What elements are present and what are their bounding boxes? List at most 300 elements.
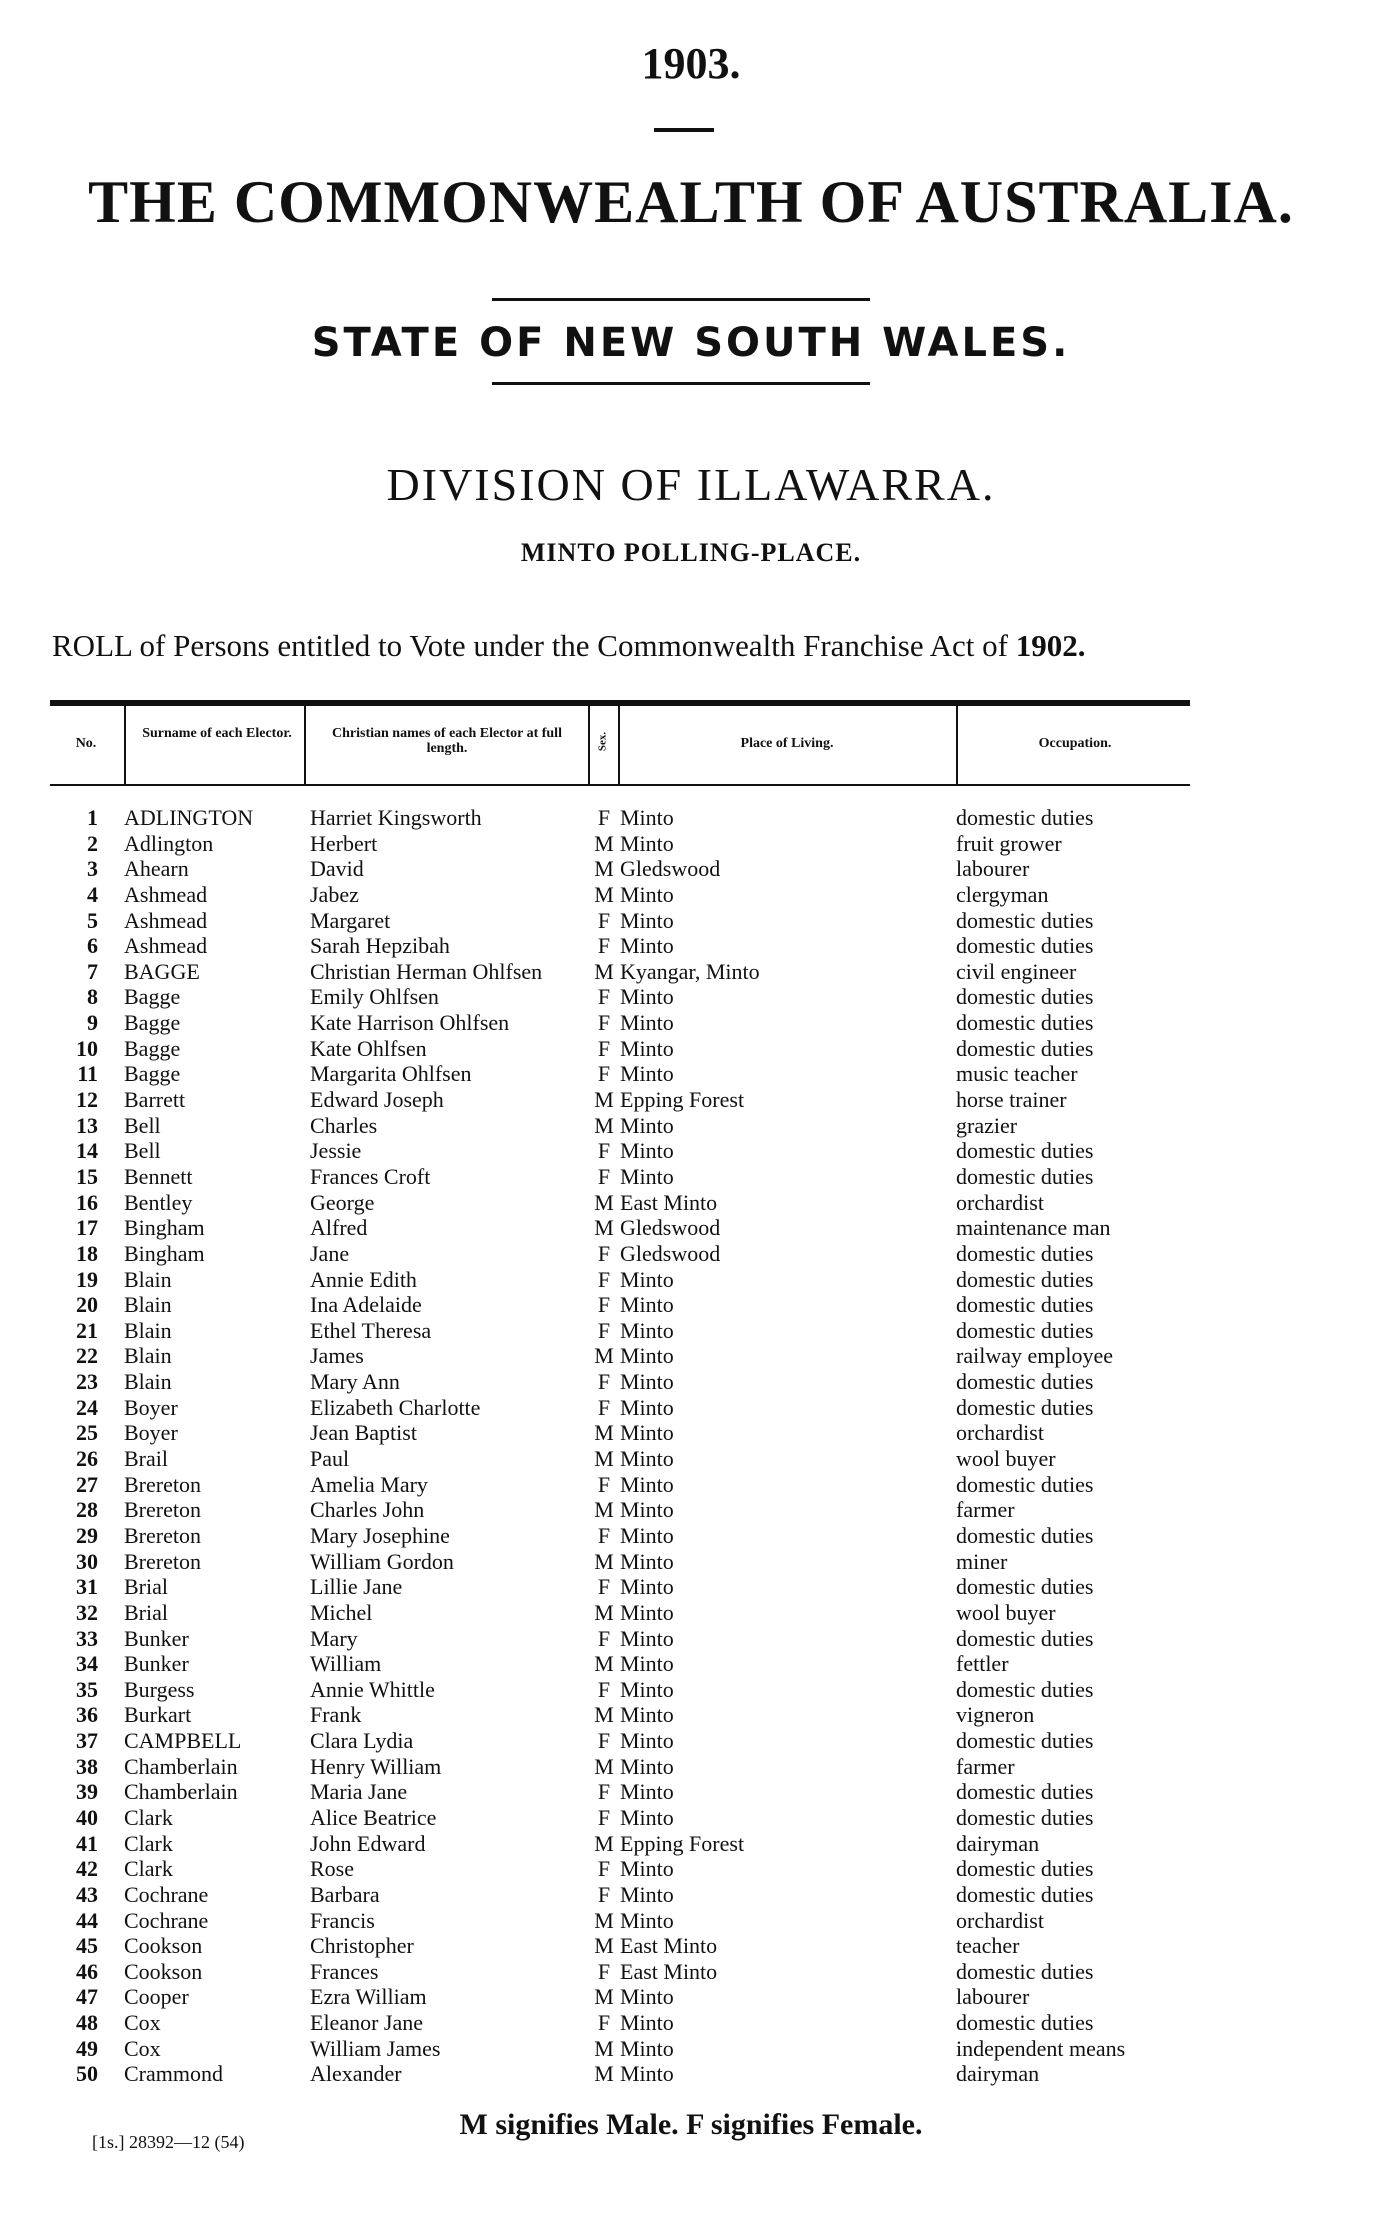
elector-occupation: domestic duties <box>956 1804 1094 1830</box>
elector-occupation: clergyman <box>956 881 1049 907</box>
elector-christian-names: Harriet Kingsworth <box>310 805 482 830</box>
elector-christian-names: Edward Joseph <box>310 1087 444 1113</box>
elector-sex: F <box>597 1522 611 1548</box>
elector-sex: M <box>594 1830 614 1856</box>
elector-surname: Cooper <box>124 1984 189 2010</box>
elector-number: 44 <box>76 1907 98 1933</box>
elector-surname: Ashmead <box>124 933 208 959</box>
elector-number: 21 <box>76 1317 98 1343</box>
elector-christian-names: Jabez <box>310 881 359 907</box>
elector-christian-names: Christopher <box>310 1933 414 1959</box>
elector-christian-names: Barbara <box>310 1881 380 1907</box>
elector-occupation: dairyman <box>956 2061 1040 2087</box>
elector-sex: M <box>594 1702 614 1728</box>
table-row <box>0 882 1382 908</box>
elector-sex: M <box>594 1189 614 1215</box>
elector-occupation: domestic duties <box>956 933 1094 959</box>
elector-place-of-living: Gledswood <box>620 1240 721 1266</box>
elector-surname: Brail <box>124 1446 168 1472</box>
elector-christian-names: Alfred <box>310 1215 368 1241</box>
elector-number: 41 <box>76 1830 98 1856</box>
elector-occupation: domestic duties <box>956 2010 1094 2036</box>
elector-surname: Blain <box>124 1292 172 1318</box>
elector-occupation: domestic duties <box>956 1394 1094 1420</box>
elector-number: 23 <box>76 1369 98 1395</box>
elector-number: 35 <box>76 1676 98 1702</box>
elector-place-of-living: Minto <box>620 1010 674 1036</box>
elector-place-of-living: Minto <box>620 1856 674 1882</box>
elector-sex: M <box>594 881 614 907</box>
elector-place-of-living: Minto <box>620 1728 674 1754</box>
elector-place-of-living: Minto <box>620 1984 674 2010</box>
table-row <box>0 1497 1382 1523</box>
elector-christian-names: William <box>310 1651 382 1677</box>
elector-number: 4 <box>87 881 98 907</box>
elector-christian-names: Mary Josephine <box>310 1522 450 1548</box>
elector-occupation: domestic duties <box>956 1574 1094 1600</box>
elector-number: 10 <box>76 1035 98 1061</box>
elector-surname: Blain <box>124 1266 172 1292</box>
elector-number: 9 <box>87 1010 98 1036</box>
elector-surname: Cookson <box>124 1958 203 1984</box>
division-heading: DIVISION OF ILLAWARRA. <box>386 459 996 510</box>
table-row <box>0 1061 1382 1087</box>
elector-sex: M <box>594 1753 614 1779</box>
table-row <box>0 1908 1382 1934</box>
elector-surname: Bingham <box>124 1215 205 1241</box>
table-row <box>0 1677 1382 1703</box>
elector-christian-names: Ina Adelaide <box>310 1292 422 1318</box>
table-row <box>0 984 1382 1010</box>
elector-occupation: railway employee <box>956 1343 1113 1369</box>
elector-sex: M <box>594 1651 614 1677</box>
elector-sex: F <box>597 1240 611 1266</box>
elector-surname: Ashmead <box>124 907 208 933</box>
polling-place-heading: MINTO POLLING-PLACE. <box>520 538 862 567</box>
elector-christian-names: Charles <box>310 1112 378 1138</box>
elector-place-of-living: Minto <box>620 1266 674 1292</box>
elector-surname: Cochrane <box>124 1907 209 1933</box>
elector-occupation: domestic duties <box>956 907 1094 933</box>
elector-occupation: domestic duties <box>956 1035 1094 1061</box>
table-header <box>50 700 1190 786</box>
elector-christian-names: Alexander <box>310 2061 402 2087</box>
state-heading: STATE OF NEW SOUTH WALES. <box>311 320 1071 366</box>
elector-number: 50 <box>76 2061 98 2087</box>
elector-surname: Cochrane <box>124 1881 209 1907</box>
elector-place-of-living: Minto <box>620 805 674 830</box>
elector-occupation: domestic duties <box>956 984 1094 1010</box>
table-row <box>0 1959 1382 1985</box>
elector-surname: Ashmead <box>124 881 208 907</box>
elector-number: 25 <box>76 1420 98 1446</box>
elector-place-of-living: Minto <box>620 1292 674 1318</box>
elector-christian-names: Frank <box>310 1702 362 1728</box>
elector-place-of-living: Minto <box>620 1420 674 1446</box>
elector-place-of-living: East Minto <box>620 1933 718 1959</box>
table-row <box>0 1292 1382 1318</box>
table-row <box>0 1805 1382 1831</box>
elector-place-of-living: Minto <box>620 1599 674 1625</box>
elector-christian-names: Jessie <box>310 1138 362 1164</box>
elector-surname: Brereton <box>124 1471 201 1497</box>
roll-prefix: ROLL <box>52 628 132 663</box>
elector-number: 14 <box>76 1138 98 1164</box>
elector-place-of-living: Minto <box>620 1497 674 1523</box>
elector-occupation: farmer <box>956 1753 1015 1779</box>
elector-number: 5 <box>87 907 98 933</box>
elector-christian-names: Lillie Jane <box>310 1574 403 1600</box>
elector-place-of-living: Epping Forest <box>620 1830 745 1856</box>
elector-sex: F <box>597 1035 611 1061</box>
elector-sex: F <box>597 1881 611 1907</box>
elector-place-of-living: Minto <box>620 1753 674 1779</box>
elector-surname: Cox <box>124 2035 161 2061</box>
table-row <box>0 2061 1382 2087</box>
table-row <box>0 1754 1382 1780</box>
elector-christian-names: William Gordon <box>310 1548 454 1574</box>
elector-occupation: independent means <box>956 2035 1126 2061</box>
table-row <box>0 856 1382 882</box>
elector-number: 32 <box>76 1599 98 1625</box>
elector-sex: F <box>597 1369 611 1395</box>
col-no-header: No. <box>75 736 97 751</box>
elector-number: 31 <box>76 1574 98 1600</box>
elector-surname: Bell <box>124 1112 161 1138</box>
table-row <box>0 1395 1382 1421</box>
elector-place-of-living: Minto <box>620 1804 674 1830</box>
elector-occupation: domestic duties <box>956 1292 1094 1318</box>
elector-sex: F <box>597 1471 611 1497</box>
elector-christian-names: Charles John <box>310 1497 425 1523</box>
table-row <box>0 1267 1382 1293</box>
elector-place-of-living: Minto <box>620 1548 674 1574</box>
elector-sex: F <box>597 1856 611 1882</box>
elector-occupation: wool buyer <box>956 1446 1056 1472</box>
elector-christian-names: Jane <box>310 1240 350 1266</box>
elector-number: 28 <box>76 1497 98 1523</box>
elector-sex: M <box>594 1215 614 1241</box>
elector-occupation: miner <box>956 1548 1008 1574</box>
table-row <box>0 1446 1382 1472</box>
elector-place-of-living: Minto <box>620 1112 674 1138</box>
elector-christian-names: Elizabeth Charlotte <box>310 1394 481 1420</box>
elector-sex: M <box>594 1087 614 1113</box>
elector-number: 30 <box>76 1548 98 1574</box>
elector-place-of-living: Gledswood <box>620 1215 721 1241</box>
elector-christian-names: James <box>310 1343 364 1369</box>
elector-surname: Brereton <box>124 1548 201 1574</box>
table-row <box>0 1420 1382 1446</box>
elector-surname: Burgess <box>124 1676 195 1702</box>
elector-sex: F <box>597 2010 611 2036</box>
elector-sex: F <box>597 933 611 959</box>
table-row <box>0 1831 1382 1857</box>
col-occupation-header: Occupation. <box>1038 736 1112 751</box>
elector-surname: Chamberlain <box>124 1779 238 1805</box>
elector-christian-names: Emily Ohlfsen <box>310 984 439 1010</box>
table-row <box>0 1241 1382 1267</box>
table-row <box>0 2036 1382 2062</box>
elector-sex: F <box>597 1394 611 1420</box>
col-sex-header: Sex. <box>596 731 609 752</box>
table-row <box>0 1523 1382 1549</box>
elector-surname: CAMPBELL <box>124 1728 242 1754</box>
elector-christian-names: Mary Ann <box>310 1369 400 1395</box>
elector-place-of-living: Minto <box>620 907 674 933</box>
elector-sex: F <box>597 1138 611 1164</box>
elector-sex: M <box>594 1112 614 1138</box>
table-row <box>0 1215 1382 1241</box>
table-row <box>0 1036 1382 1062</box>
column-divider <box>618 706 620 784</box>
column-divider <box>588 706 590 784</box>
elector-number: 45 <box>76 1933 98 1959</box>
elector-surname: Cookson <box>124 1933 203 1959</box>
elector-place-of-living: Minto <box>620 1317 674 1343</box>
table-row <box>0 1626 1382 1652</box>
elector-number: 24 <box>76 1394 98 1420</box>
elector-number: 39 <box>76 1779 98 1805</box>
elector-place-of-living: Minto <box>620 1369 674 1395</box>
elector-surname: Burkart <box>124 1702 192 1728</box>
elector-number: 48 <box>76 2010 98 2036</box>
elector-number: 13 <box>76 1112 98 1138</box>
elector-place-of-living: Minto <box>620 1651 674 1677</box>
table-row <box>0 933 1382 959</box>
elector-occupation: domestic duties <box>956 1240 1094 1266</box>
table-row <box>0 1933 1382 1959</box>
elector-surname: Bagge <box>124 984 181 1010</box>
elector-sex: M <box>594 1599 614 1625</box>
elector-number: 43 <box>76 1881 98 1907</box>
table-row <box>0 1190 1382 1216</box>
year-heading: 1903. <box>641 39 741 88</box>
elector-sex: M <box>594 2035 614 2061</box>
elector-christian-names: Alice Beatrice <box>310 1804 437 1830</box>
divider-rule <box>654 128 714 132</box>
elector-sex: F <box>597 1676 611 1702</box>
elector-number: 22 <box>76 1343 98 1369</box>
table-row <box>0 1882 1382 1908</box>
elector-sex: M <box>594 2061 614 2087</box>
elector-number: 36 <box>76 1702 98 1728</box>
elector-occupation: domestic duties <box>956 1369 1094 1395</box>
elector-place-of-living: Minto <box>620 984 674 1010</box>
elector-christian-names: Jean Baptist <box>310 1420 417 1446</box>
elector-occupation: labourer <box>956 1984 1030 2010</box>
elector-sex: M <box>594 1446 614 1472</box>
table-row <box>0 1010 1382 1036</box>
elector-occupation: music teacher <box>956 1061 1078 1087</box>
elector-number: 17 <box>76 1215 98 1241</box>
col-surname-header: Surname of each Elector. <box>142 726 292 741</box>
elector-sex: F <box>597 1292 611 1318</box>
elector-christian-names: Annie Edith <box>310 1266 417 1292</box>
table-row <box>0 1113 1382 1139</box>
elector-number: 6 <box>87 933 98 959</box>
elector-sex: M <box>594 1933 614 1959</box>
table-row <box>0 1164 1382 1190</box>
elector-number: 47 <box>76 1984 98 2010</box>
divider-rule <box>492 298 870 301</box>
elector-place-of-living: Minto <box>620 1907 674 1933</box>
elector-surname: Bagge <box>124 1061 181 1087</box>
elector-list <box>0 805 1382 2087</box>
elector-place-of-living: East Minto <box>620 1958 718 1984</box>
elector-occupation: labourer <box>956 856 1030 882</box>
elector-occupation: domestic duties <box>956 1138 1094 1164</box>
elector-place-of-living: Minto <box>620 1522 674 1548</box>
elector-number: 11 <box>77 1061 98 1087</box>
elector-place-of-living: Kyangar, Minto <box>620 958 760 984</box>
table-row <box>0 2010 1382 2036</box>
elector-place-of-living: Minto <box>620 830 674 856</box>
elector-number: 46 <box>76 1958 98 1984</box>
divider-rule <box>492 382 870 385</box>
elector-place-of-living: Minto <box>620 1881 674 1907</box>
elector-place-of-living: Minto <box>620 1676 674 1702</box>
elector-number: 33 <box>76 1625 98 1651</box>
elector-christian-names: Maria Jane <box>310 1779 408 1805</box>
elector-surname: Boyer <box>124 1394 178 1420</box>
elector-number: 49 <box>76 2035 98 2061</box>
elector-surname: Barrett <box>124 1087 186 1113</box>
elector-occupation: orchardist <box>956 1420 1044 1446</box>
elector-christian-names: Mary <box>310 1625 358 1651</box>
elector-place-of-living: Minto <box>620 1035 674 1061</box>
elector-surname: Blain <box>124 1317 172 1343</box>
elector-number: 7 <box>87 958 98 984</box>
elector-sex: F <box>597 1061 611 1087</box>
elector-christian-names: Sarah Hepzibah <box>310 933 450 959</box>
elector-surname: Brial <box>124 1574 168 1600</box>
elector-occupation: domestic duties <box>956 1856 1094 1882</box>
roll-year: 1902. <box>1015 628 1086 663</box>
elector-sex: M <box>594 856 614 882</box>
elector-christian-names: Francis <box>310 1907 375 1933</box>
elector-place-of-living: Minto <box>620 2035 674 2061</box>
elector-christian-names: George <box>310 1189 375 1215</box>
roll-text: of Persons entitled to Vote under the Commonwealth Franchise Act of <box>139 628 1008 663</box>
table-row <box>0 831 1382 857</box>
table-row <box>0 1138 1382 1164</box>
elector-surname: Clark <box>124 1830 173 1856</box>
table-row <box>0 1472 1382 1498</box>
elector-christian-names: Henry William <box>310 1753 442 1779</box>
elector-place-of-living: Minto <box>620 1163 674 1189</box>
elector-christian-names: Kate Harrison Ohlfsen <box>310 1010 510 1036</box>
elector-place-of-living: Minto <box>620 1446 674 1472</box>
elector-christian-names: Paul <box>310 1446 350 1472</box>
elector-place-of-living: Gledswood <box>620 856 721 882</box>
elector-place-of-living: Minto <box>620 1574 674 1600</box>
elector-surname: Boyer <box>124 1420 178 1446</box>
elector-surname: Clark <box>124 1856 173 1882</box>
elector-occupation: domestic duties <box>956 1881 1094 1907</box>
elector-sex: F <box>597 1266 611 1292</box>
elector-number: 19 <box>76 1266 98 1292</box>
elector-sex: F <box>597 1163 611 1189</box>
elector-christian-names: Ezra William <box>310 1984 427 2010</box>
elector-sex: M <box>594 1548 614 1574</box>
column-divider <box>124 706 126 784</box>
elector-place-of-living: Minto <box>620 1138 674 1164</box>
elector-occupation: domestic duties <box>956 1728 1094 1754</box>
elector-christian-names: David <box>310 856 364 882</box>
elector-sex: F <box>597 1804 611 1830</box>
elector-sex: M <box>594 830 614 856</box>
table-row <box>0 1343 1382 1369</box>
elector-surname: Bunker <box>124 1625 189 1651</box>
elector-christian-names: Frances Croft <box>310 1163 431 1189</box>
elector-occupation: domestic duties <box>956 1266 1094 1292</box>
elector-christian-names: William James <box>310 2035 441 2061</box>
elector-place-of-living: Minto <box>620 1343 674 1369</box>
elector-number: 27 <box>76 1471 98 1497</box>
elector-surname: Bunker <box>124 1651 189 1677</box>
elector-christian-names: Eleanor Jane <box>310 2010 423 2036</box>
elector-sex: M <box>594 1343 614 1369</box>
elector-surname: Bagge <box>124 1010 181 1036</box>
elector-christian-names: Margarita Ohlfsen <box>310 1061 472 1087</box>
elector-number: 42 <box>76 1856 98 1882</box>
table-row <box>0 1728 1382 1754</box>
elector-christian-names: Kate Ohlfsen <box>310 1035 427 1061</box>
elector-sex: F <box>597 1958 611 1984</box>
elector-number: 37 <box>76 1728 98 1754</box>
elector-occupation: horse trainer <box>956 1087 1067 1113</box>
elector-surname: Cox <box>124 2010 161 2036</box>
elector-place-of-living: Minto <box>620 1625 674 1651</box>
elector-surname: Brereton <box>124 1522 201 1548</box>
elector-surname: Bingham <box>124 1240 205 1266</box>
elector-number: 34 <box>76 1651 98 1677</box>
elector-surname: Brereton <box>124 1497 201 1523</box>
col-place-header: Place of Living. <box>740 736 834 751</box>
elector-christian-names: Ethel Theresa <box>310 1317 432 1343</box>
elector-occupation: fruit grower <box>956 830 1062 856</box>
column-divider <box>956 706 958 784</box>
elector-occupation: maintenance man <box>956 1215 1111 1241</box>
elector-occupation: fettler <box>956 1651 1009 1677</box>
roll-description <box>52 628 1086 664</box>
elector-christian-names: Christian Herman Ohlfsen <box>310 958 543 984</box>
elector-sex: F <box>597 1625 611 1651</box>
elector-occupation: teacher <box>956 1933 1020 1959</box>
elector-surname: Clark <box>124 1804 173 1830</box>
elector-christian-names: Frances <box>310 1958 379 1984</box>
elector-surname: Brial <box>124 1599 168 1625</box>
table-row <box>0 1549 1382 1575</box>
table-row <box>0 1087 1382 1113</box>
print-reference: [1s.] 28392—12 (54) <box>92 2132 245 2152</box>
elector-number: 40 <box>76 1804 98 1830</box>
elector-occupation: orchardist <box>956 1907 1044 1933</box>
elector-place-of-living: East Minto <box>620 1189 718 1215</box>
elector-occupation: domestic duties <box>956 805 1094 830</box>
elector-occupation: domestic duties <box>956 1317 1094 1343</box>
elector-surname: ADLINGTON <box>124 805 254 830</box>
elector-occupation: farmer <box>956 1497 1015 1523</box>
col-christian-header: Christian names of each Elector at full length. <box>332 726 562 756</box>
elector-number: 12 <box>76 1087 98 1113</box>
table-row <box>0 805 1382 831</box>
elector-surname: Crammond <box>124 2061 223 2087</box>
elector-place-of-living: Minto <box>620 933 674 959</box>
sex-legend: M signifies Male. F signifies Female. <box>459 2108 923 2141</box>
elector-occupation: domestic duties <box>956 1779 1094 1805</box>
